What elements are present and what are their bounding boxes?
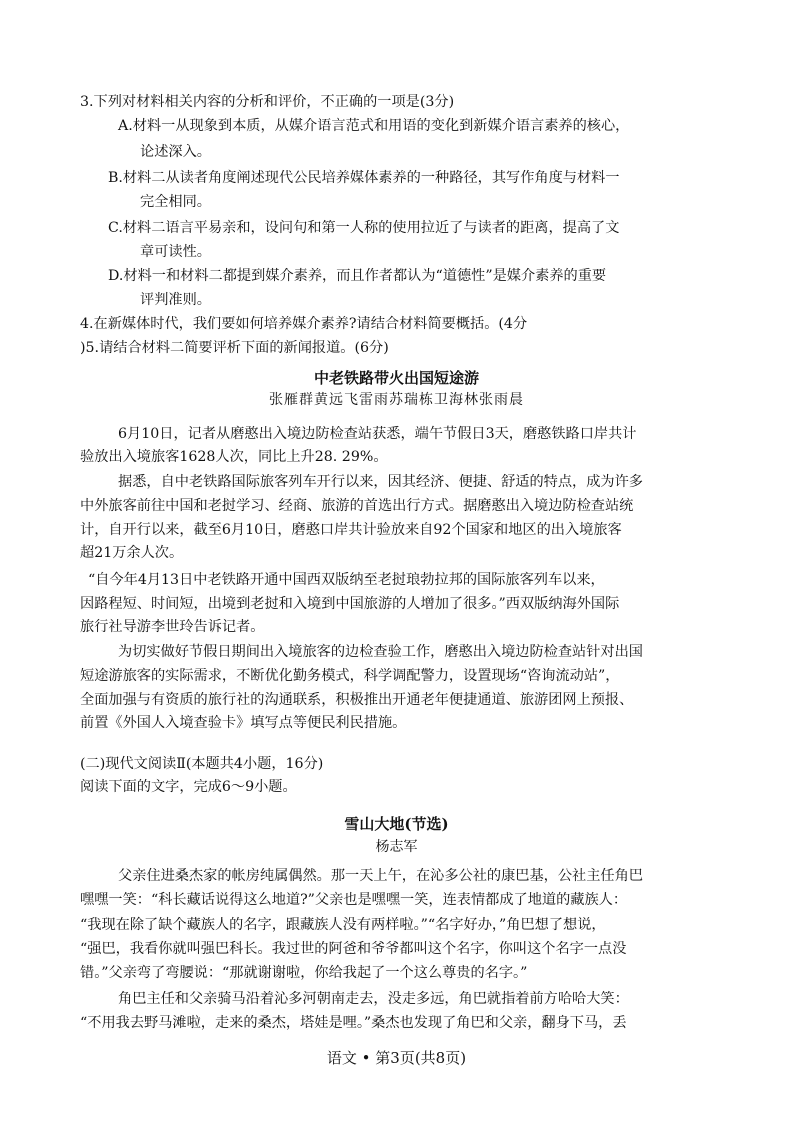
story-line: 父亲住进桑杰家的帐房纯属偶然。那一天上午，在沁多公社的康巴基，公社主任角巴 [118, 868, 643, 884]
news-line: 因路程短、时间短，出境到老挝和入境到中国旅游的人增加了很多。”西双版纳海外国际 [80, 596, 620, 612]
news-line: 据悉，自中老铁路国际旅客列车开行以来，因其经济、便捷、舒适的特点，成为许多 [118, 474, 643, 490]
option-a-line2: 论述深入。 [140, 144, 211, 160]
news-line: 6月10日，记者从磨憨出入境边防检查站获悉，端午节假日3天，磨憨铁路口岸共计 [118, 426, 637, 442]
story-author: 杨志军 [375, 839, 418, 855]
option-b-line2: 完全相同。 [140, 194, 211, 210]
option-b-line1: B.材料二从读者角度阐述现代公民培养媒体素养的一种路径，其写作角度与材料一 [108, 170, 620, 186]
news-line: 前置《外国人入境查验卡》填写点等便民利民措施。 [80, 715, 407, 731]
option-d-line1: D.材料一和材料二都提到媒介素养，而且作者都认为“道德性”是媒介素养的重要 [108, 268, 607, 284]
news-authors: 张雁群黄远飞雷雨苏瑞栋卫海林张雨晨 [269, 392, 524, 408]
news-line: 超21万余人次。 [80, 545, 184, 561]
question-3-stem: 3.下列对材料相关内容的分析和评价，不正确的一项是(3分) [80, 94, 455, 110]
story-line: “我现在除了缺个藏族人的名字，跟藏族人没有两样啦。”“名字好办，”角巴想了想说， [80, 917, 606, 933]
question-5: )5.请结合材料二简要评析下面的新闻报道。(6分) [80, 340, 389, 356]
news-title: 中老铁路带火出国短途游 [313, 369, 479, 387]
story-line: “强巴，我看你就叫强巴科长。我过世的阿爸和爷爷都叫这个名字，你叫这个名字一点没 [80, 941, 627, 957]
news-line: 短途游旅客的实际需求，不断优化勤务模式，科学调配警力，设置现场“咨询流动站”， [80, 668, 620, 684]
option-c-line1: C.材料二语言平易亲和，设问句和第一人称的使用拉近了与读者的距离，提高了文 [108, 220, 620, 236]
section-heading: (二)现代文阅读Ⅱ(本题共4小题，16分) [80, 756, 324, 772]
story-line: 嘿嘿一笑：“科长藏话说得这么地道?”父亲也是嘿嘿一笑，连表情都成了地道的藏族人： [80, 892, 628, 908]
story-line: 角巴主任和父亲骑马沿着沁多河朝南走去，没走多远，角巴就指着前方哈哈大笑： [118, 991, 629, 1007]
section-instruction: 阅读下面的文字，完成6～9小题。 [80, 779, 297, 795]
story-title: 雪山大地(节选) [344, 815, 449, 833]
option-d-line2: 评判准则。 [140, 292, 211, 308]
news-line: 计，自开行以来，截至6月10日，磨憨口岸共计验放来自92个国家和地区的出入境旅客 [80, 522, 622, 538]
news-line: 中外旅客前往中国和老挝学习、经商、旅游的首选出行方式。据磨憨出入境边防检查站统 [80, 498, 634, 514]
page-footer: 语文 • 第3页(共8页) [326, 1049, 467, 1067]
story-line: 错。”父亲弯了弯腰说：“那就谢谢啦，你给我起了一个这么尊贵的名字。” [80, 965, 528, 981]
news-line: “自今年4月13日中老铁路开通中国西双版纳至老挝琅勃拉邦的国际旅客列车以来， [88, 572, 605, 588]
story-line: “不用我去野马滩啦，走来的桑杰，塔娃是哩。”桑杰也发现了角巴和父亲，翻身下马，丢 [80, 1015, 627, 1031]
option-c-line2: 章可读性。 [140, 244, 211, 260]
news-line: 为切实做好节假日期间出入境旅客的边检查验工作，磨憨出入境边防检查站针对出国 [118, 644, 643, 660]
news-line: 验放出入境旅客1628人次，同比上升28. 29%。 [80, 449, 388, 465]
news-line: 全面加强与有资质的旅行社的沟通联系，积极推出开通老年便捷通道、旅游团网上预报、 [80, 692, 634, 708]
question-4: 4.在新媒体时代，我们要如何培养媒介素养?请结合材料简要概括。(4分 [80, 316, 528, 332]
news-line: 旅行社导游李世玲告诉记者。 [80, 619, 265, 635]
option-a-line1: A.材料一从现象到本质，从媒介语言范式和用语的变化到新媒介语言素养的核心， [118, 118, 630, 134]
